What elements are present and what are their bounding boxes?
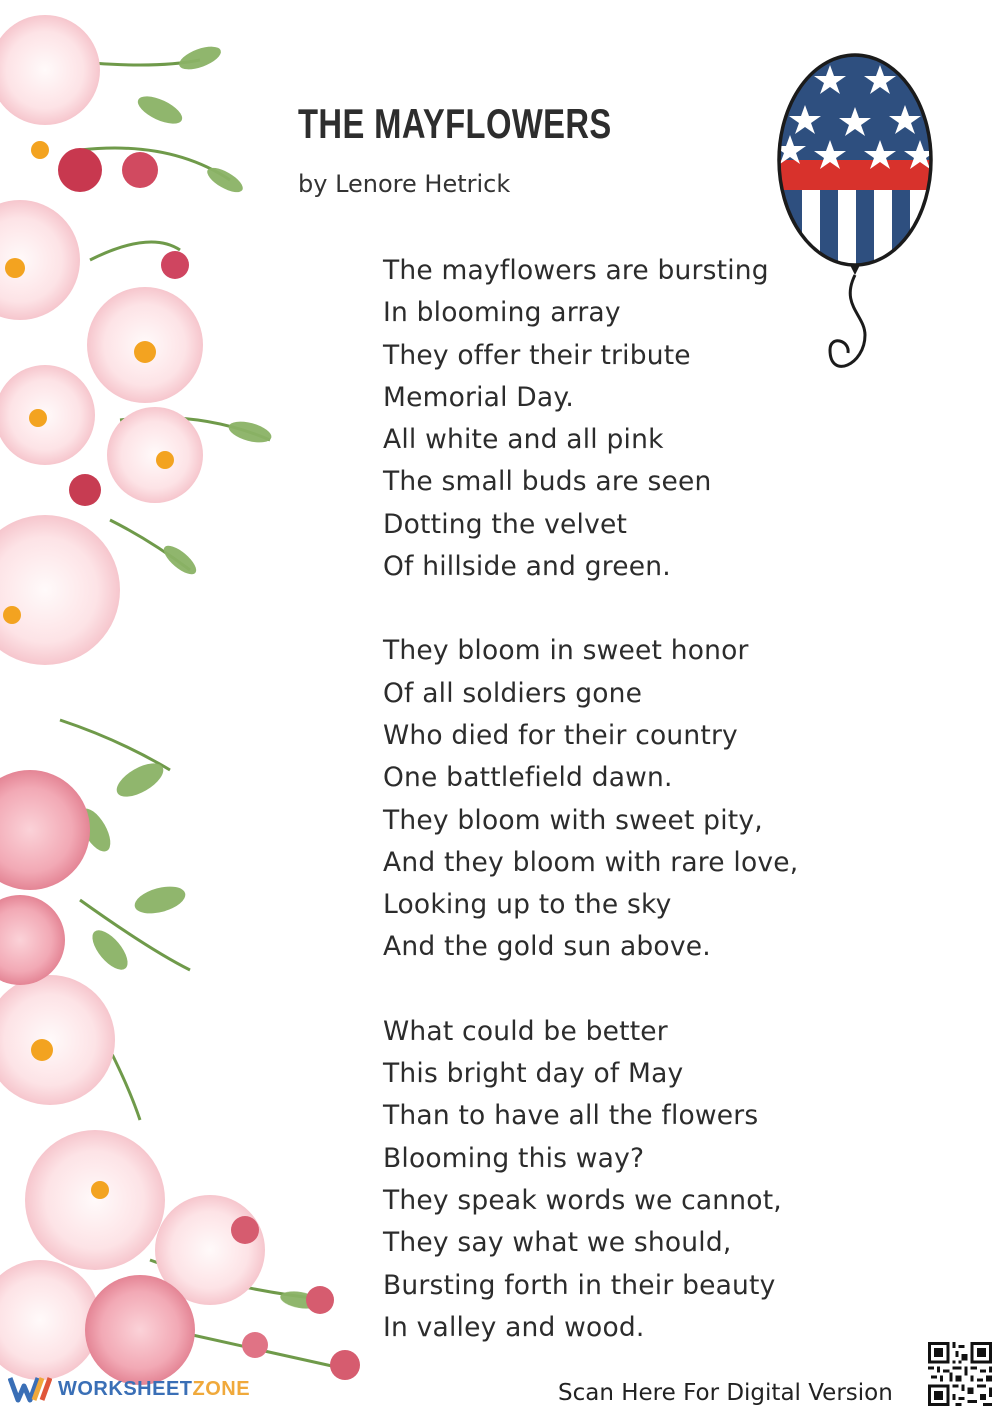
- poem-line: They offer their tribute: [383, 339, 691, 371]
- poem-line: They speak words we cannot,: [383, 1184, 782, 1216]
- poem-line: The small buds are seen: [383, 466, 712, 498]
- poem-author: by Lenore Hetrick: [298, 170, 511, 198]
- worksheetzone-logo-icon: [8, 1374, 52, 1404]
- poem-line: Blooming this way?: [383, 1142, 645, 1174]
- poem-line: Looking up to the sky: [383, 889, 672, 921]
- rose-border-icon: [0, 0, 380, 1414]
- poem-line: And they bloom with rare love,: [383, 846, 799, 878]
- brand-name-part1: WORKSHEET: [58, 1377, 193, 1400]
- poem-line: Of all soldiers gone: [383, 677, 643, 709]
- poem-line: They bloom with sweet pity,: [383, 804, 763, 836]
- brand-logo[interactable]: [8, 1374, 250, 1404]
- poem-line: They say what we should,: [383, 1227, 732, 1259]
- poem-line: Memorial Day.: [383, 381, 575, 413]
- poem-stanza: [383, 250, 843, 588]
- poem-line: All white and all pink: [383, 424, 664, 456]
- poem-line: Than to have all the flowers: [383, 1100, 759, 1132]
- poem-stanza: [383, 1011, 843, 1349]
- poem-title: THE MAYFLOWERS: [298, 100, 612, 147]
- brand-name-part2: ZONE: [192, 1377, 251, 1400]
- poem-line: Bursting forth in their beauty: [383, 1269, 776, 1301]
- poem-line: Dotting the velvet: [383, 508, 628, 540]
- poem-line: What could be better: [383, 1015, 668, 1047]
- poem-line: And the gold sun above.: [383, 931, 711, 963]
- qr-code-icon[interactable]: [928, 1342, 992, 1406]
- poem-line: In valley and wood.: [383, 1311, 645, 1343]
- brand-name: [58, 1378, 250, 1401]
- poem-stanza: [383, 630, 843, 968]
- poem-body: [383, 250, 843, 1391]
- poem-line: Of hillside and green.: [383, 551, 671, 583]
- poem-line: This bright day of May: [383, 1058, 684, 1090]
- poem-line: They bloom in sweet honor: [383, 635, 749, 667]
- poem-line: One battlefield dawn.: [383, 762, 673, 794]
- poem-line: Who died for their country: [383, 719, 738, 751]
- scan-instruction: Scan Here For Digital Version: [558, 1380, 893, 1406]
- poem-line: The mayflowers are bursting: [383, 255, 769, 286]
- poem-line: In blooming array: [383, 297, 621, 329]
